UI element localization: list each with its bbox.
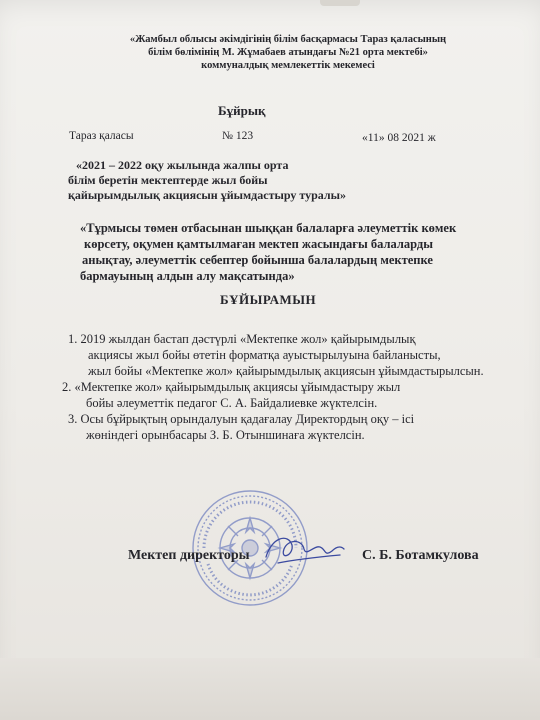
order-items bbox=[52, 331, 484, 443]
purpose-line-3: анықтау, әлеуметтік себептер бойынша балалардың мектепке bbox=[82, 253, 433, 267]
purpose-line-4: бармауының алдын алу мақсатында» bbox=[80, 269, 295, 283]
purpose-line-2: көрсету, оқумен қамтылмаған мектеп жасындағы балаларды bbox=[84, 237, 433, 251]
item-line: 1. 2019 жылдан бастап дәстүрлі «Мектепке жол» қайырымдылық bbox=[68, 332, 416, 346]
signature-icon bbox=[258, 527, 348, 575]
subject-line-3: қайырымдылық акциясын ұйымдастыру туралы» bbox=[68, 188, 346, 202]
item-line: акциясы жыл бойы өтетін форматқа ауыстырылуына байланысты, bbox=[88, 348, 441, 362]
city-label: Тараз қаласы bbox=[69, 130, 134, 142]
header-line-1: «Жамбыл облысы әкімдігінің білім басқармасы Тараз қаласының bbox=[129, 34, 447, 45]
order-date: «11» 08 2021 ж bbox=[362, 132, 436, 144]
item-line: 2. «Мектепке жол» қайырымдылық акциясы ұйымдастыру жыл bbox=[62, 380, 401, 394]
header-line-2: білім бөлімінің М. Жұмабаев атындағы №21 орта мектебі» bbox=[148, 47, 428, 58]
item-line: жыл бойы «Мектепке жол» қайырымдылық акциясын ұйымдастырылсын. bbox=[88, 364, 484, 378]
order-heading: БҰЙЫРАМЫН bbox=[220, 292, 317, 307]
order-subject bbox=[68, 158, 346, 203]
director-name: С. Б. Ботамкулова bbox=[362, 548, 479, 563]
subject-line-1: «2021 – 2022 оқу жылында жалпы орта bbox=[76, 158, 289, 172]
header-line-3: коммуналдық мемлекеттік мекемесі bbox=[201, 60, 375, 71]
item-line: бойы әлеуметтік педагог С. А. Байдалиевке жүктелсін. bbox=[86, 396, 378, 410]
page-fold-shadow bbox=[0, 658, 540, 720]
paper-edge bbox=[320, 0, 360, 6]
subject-line-2: білім беретін мектептерде жыл бойы bbox=[68, 173, 268, 187]
organization-header bbox=[108, 33, 468, 72]
purpose-line-1: «Тұрмысы төмен отбасынан шыққан балаларға әлеуметтік көмек bbox=[80, 221, 457, 235]
order-number: № 123 bbox=[222, 130, 254, 142]
item-line: 3. Осы бұйрықтың орындалуын қадағалау Директордың оқу – ісі bbox=[68, 412, 415, 426]
item-line: жөніндегі орынбасары З. Б. Отыншинаға жүктелсін. bbox=[86, 428, 365, 442]
document-title: Бұйрық bbox=[218, 103, 266, 118]
director-role: Мектеп директоры bbox=[128, 548, 250, 563]
order-purpose bbox=[80, 220, 456, 284]
